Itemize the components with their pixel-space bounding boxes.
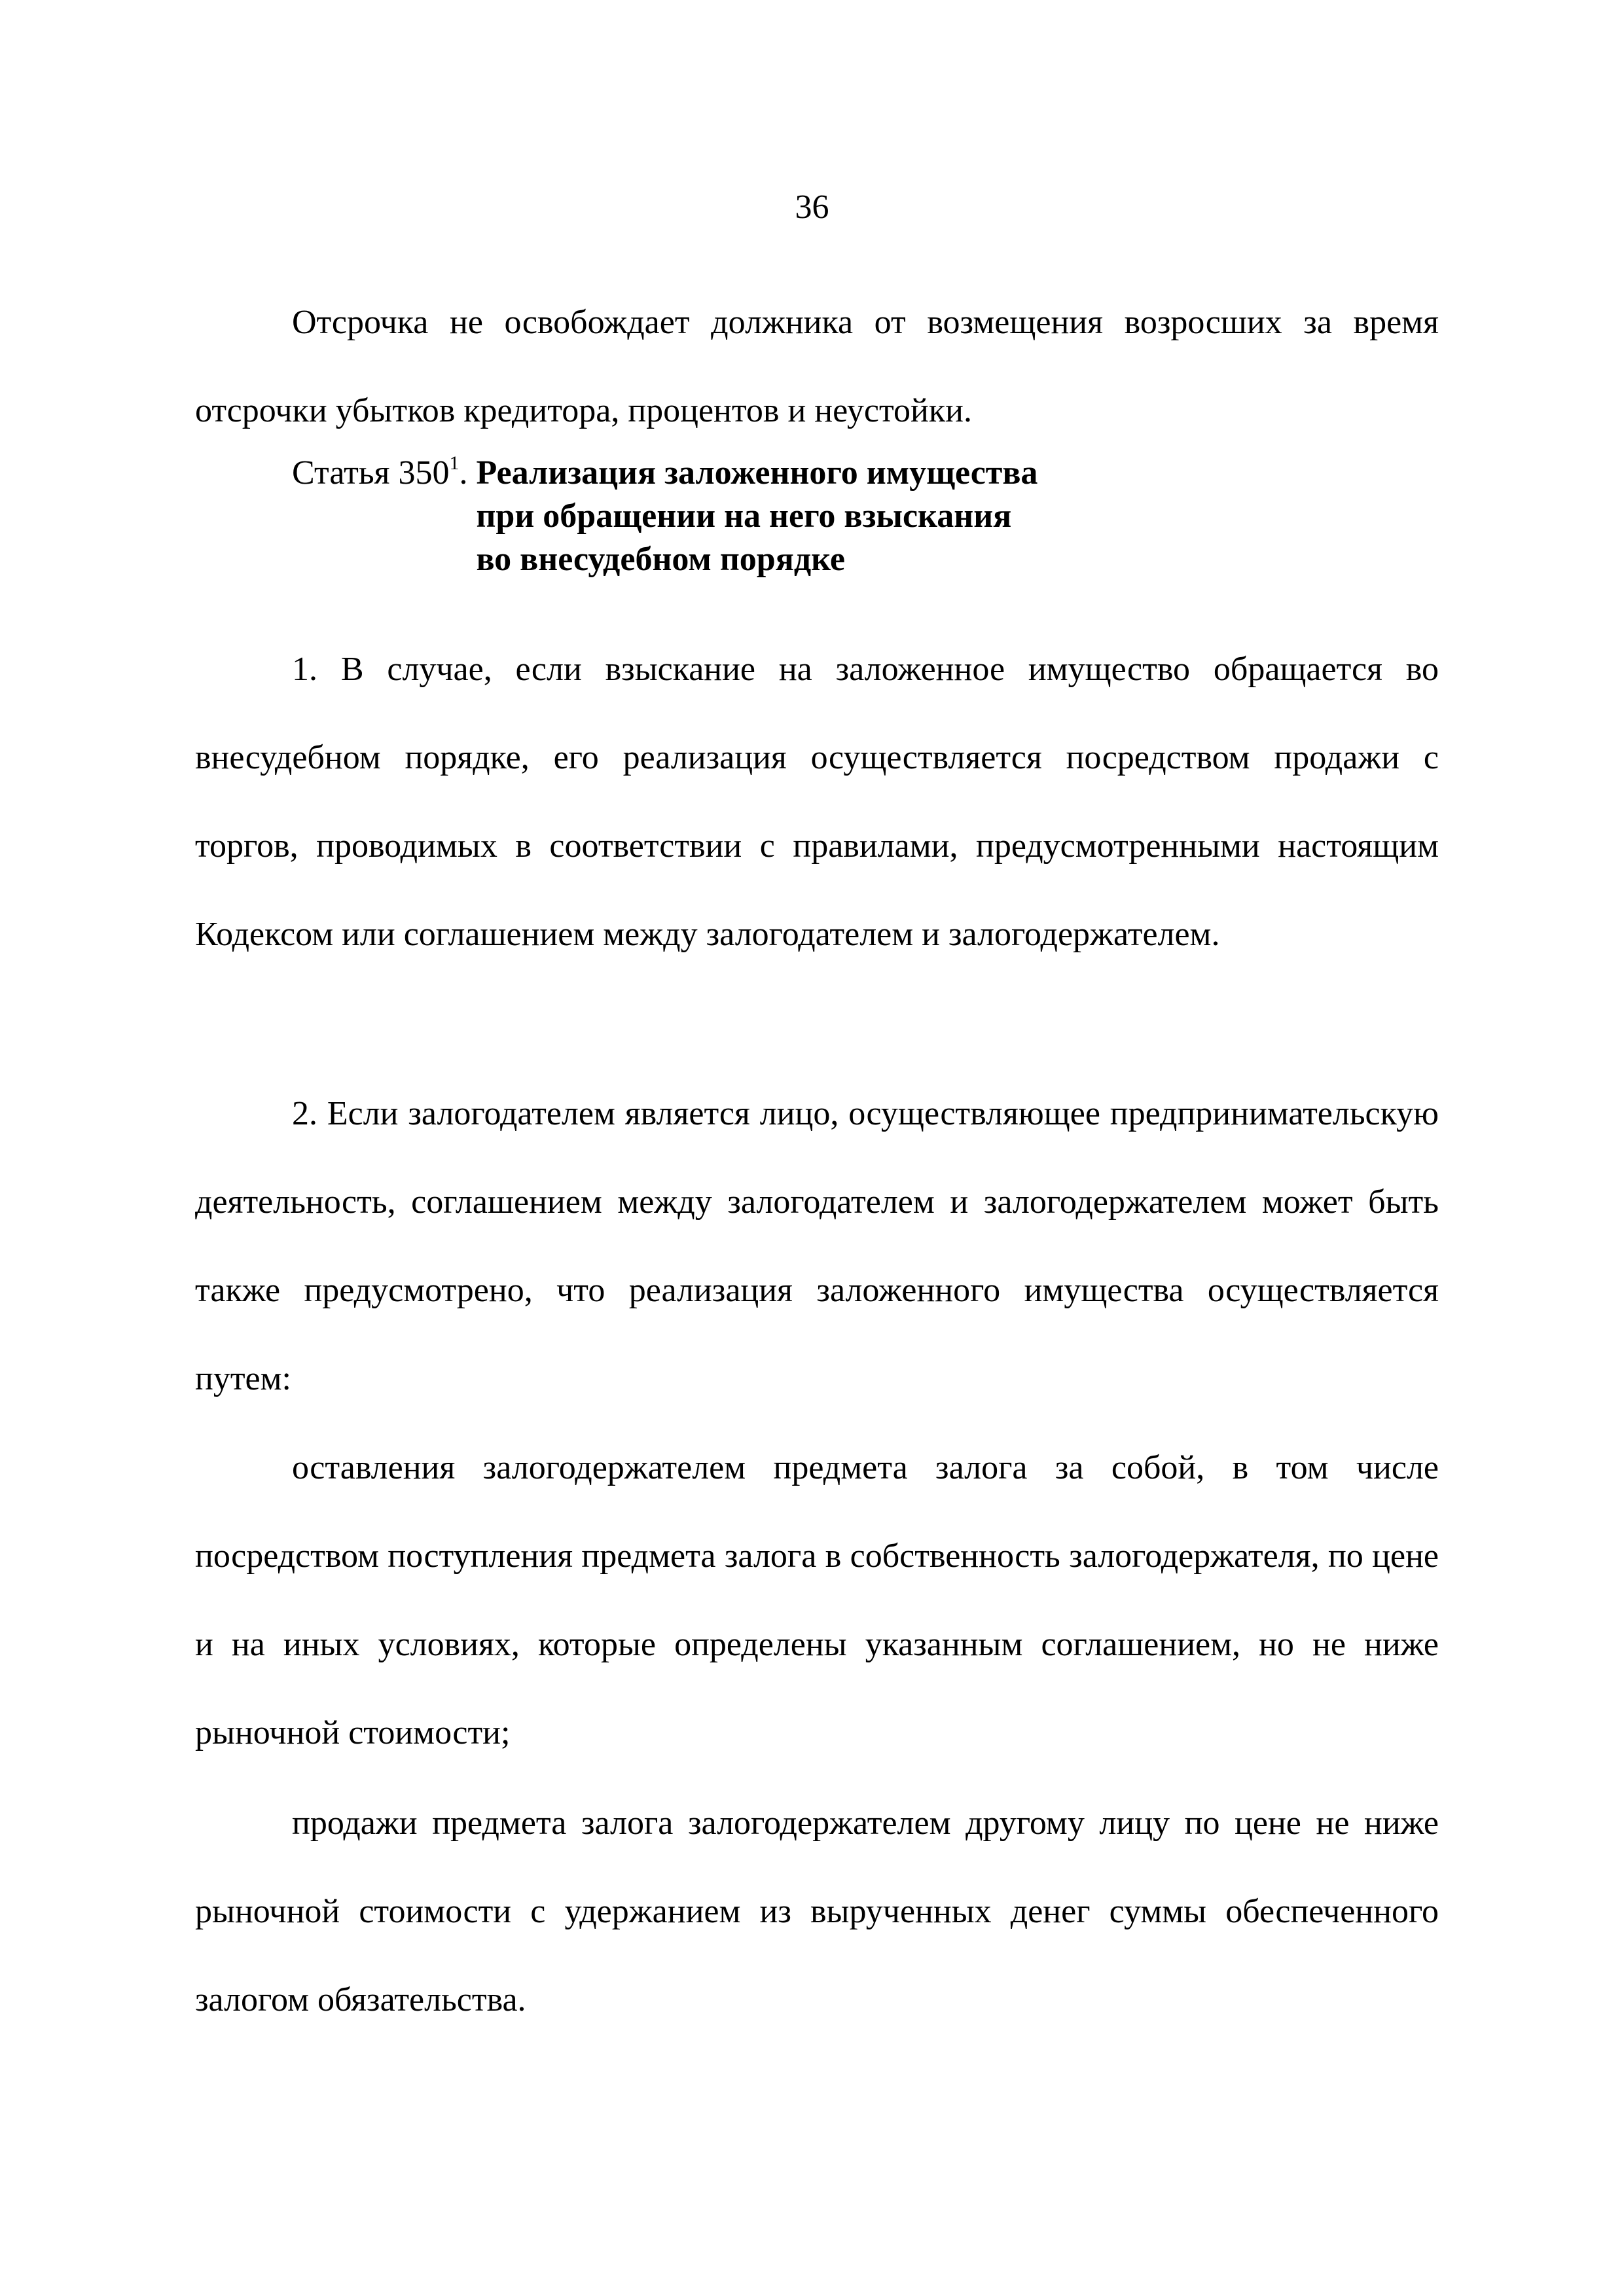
page-number: 36 [795, 188, 829, 226]
intro-paragraph: Отсрочка не освобождает должника от возмещения возросших за время отсрочки убытков кредитора, процентов и неустойки. [195, 304, 1439, 429]
article-superscript: 1 [449, 452, 460, 474]
article-title-line-3: во внесудебном порядке [476, 541, 845, 578]
paragraph-2: 2. Если залогодателем является лицо, осуществляющее предпринимательскую деятельность, соглашением между залогодателем и залогодержателем может быть также предусмотрено, что реализация заложенного имущества осуществляется путем: [195, 1095, 1439, 1397]
article-prefix: Статья 350 [292, 454, 450, 492]
paragraph-option-2: продажи предмета залога залогодержателем другому лицу по цене не ниже рыночной стоимости с удержанием из вырученных денег суммы обеспеченного залогом обязательства. [195, 1804, 1439, 2018]
article-number [292, 452, 476, 495]
paragraph-option-1: оставления залогодержателем предмета залога за собой, в том числе посредством поступления предмета залога в собственность залогодержателя, по цене и на иных условиях, которые определены указанным соглашением, но не ниже рыночной стоимости; [195, 1449, 1439, 1751]
article-separator: . [459, 454, 468, 492]
article-title-line-2: при обращении на него взыскания [476, 497, 1012, 535]
article-title-line-1: Реализация заложенного имущества [476, 454, 1038, 492]
article-heading [292, 452, 1405, 581]
article-title [476, 452, 1038, 581]
paragraph-1: 1. В случае, если взыскание на заложенное имущество обращается во внесудебном порядке, его реализация осуществляется посредством продажи с торгов, проводимых в соответствии с правилами, предусмотренными настоящим Кодексом или соглашением между залогодателем и залогодержателем. [195, 651, 1439, 953]
